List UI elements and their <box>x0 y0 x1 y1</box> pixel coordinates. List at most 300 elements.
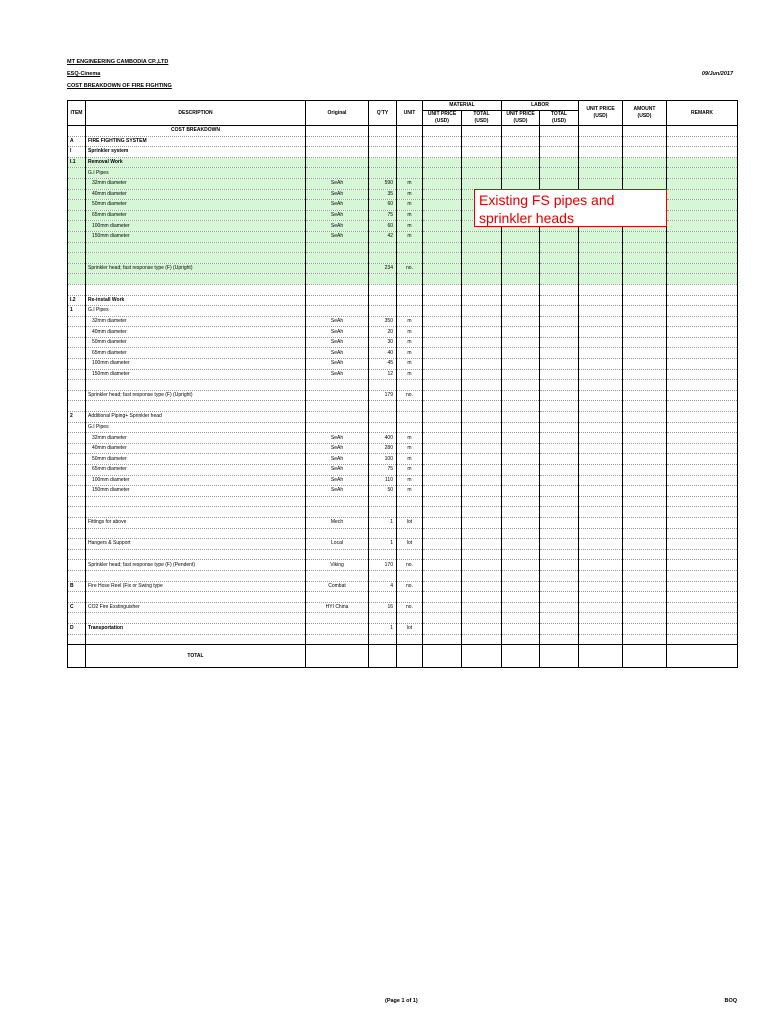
cell-empty <box>667 528 738 539</box>
cell-item <box>68 465 86 476</box>
cell-empty <box>623 263 667 274</box>
cell-empty <box>306 645 369 668</box>
cell-empty <box>502 496 540 507</box>
cell-description <box>86 401 306 412</box>
cell-qty: 400 <box>369 433 397 444</box>
cell-empty <box>540 147 579 158</box>
cell-description: Sprinkler system <box>86 147 306 158</box>
table-row <box>68 126 738 137</box>
cell-empty <box>462 316 502 327</box>
cell-qty <box>369 613 397 624</box>
cell-empty <box>579 433 623 444</box>
cell-unit: lot <box>397 539 423 550</box>
table-row <box>68 549 738 560</box>
cell-empty <box>579 539 623 550</box>
page-number: (Page 1 of 1) <box>385 998 418 1004</box>
cell-unit: m <box>397 433 423 444</box>
cell-original: SeAh <box>306 200 369 211</box>
cell-description: 40mm diameter <box>86 189 306 200</box>
cell-empty <box>423 210 462 221</box>
cell-empty <box>540 570 579 581</box>
cell-empty <box>579 337 623 348</box>
cell-empty <box>667 549 738 560</box>
cell-empty <box>540 412 579 423</box>
cell-empty <box>423 422 462 433</box>
cell-empty <box>462 178 502 189</box>
cell-empty <box>623 242 667 253</box>
cell-empty <box>667 539 738 550</box>
cell-unit <box>397 401 423 412</box>
cell-original <box>306 147 369 158</box>
cell-empty <box>667 486 738 497</box>
cell-original: SeAh <box>306 486 369 497</box>
cell-empty <box>423 263 462 274</box>
cell-item: I.1 <box>68 157 86 168</box>
cell-empty <box>540 422 579 433</box>
table-row <box>68 475 738 486</box>
cell-item <box>68 549 86 560</box>
cell-unit <box>397 253 423 264</box>
cell-empty <box>623 359 667 370</box>
col-material-total: TOTAL (USD) <box>462 111 502 126</box>
cell-empty <box>502 295 540 306</box>
cell-description: G.I Pipes <box>86 168 306 179</box>
cell-empty <box>667 422 738 433</box>
cell-empty <box>667 210 738 221</box>
cell-unit: m <box>397 348 423 359</box>
cell-qty <box>369 592 397 603</box>
cell-empty <box>540 157 579 168</box>
cell-description: Additional Piping+ Sprinkler head <box>86 412 306 423</box>
table-row <box>68 295 738 306</box>
cell-unit <box>397 549 423 560</box>
cell-empty <box>540 496 579 507</box>
cell-empty <box>667 465 738 476</box>
table-row <box>68 507 738 518</box>
cell-empty <box>667 274 738 285</box>
col-material-unit-price: UNIT PRICE (USD) <box>423 111 462 126</box>
col-item: ITEM <box>68 101 86 126</box>
cell-empty <box>579 570 623 581</box>
cell-empty <box>68 645 86 668</box>
cell-empty <box>540 359 579 370</box>
cell-original: SeAh <box>306 327 369 338</box>
cell-empty <box>540 306 579 317</box>
cell-empty <box>423 634 462 645</box>
cell-empty <box>667 359 738 370</box>
cell-original: SeAh <box>306 178 369 189</box>
cell-qty: 4 <box>369 581 397 592</box>
cell-empty <box>667 380 738 391</box>
cell-original <box>306 592 369 603</box>
table-row <box>68 168 738 179</box>
cell-original <box>306 126 369 137</box>
cell-empty <box>623 433 667 444</box>
cell-description: Fire Hose Reel (Fix or Swing type <box>86 581 306 592</box>
cell-empty <box>623 168 667 179</box>
cell-empty <box>462 613 502 624</box>
cell-empty <box>462 517 502 528</box>
cell-empty <box>502 581 540 592</box>
document-title: COST BREAKDOWN OF FIRE FIGHTING <box>67 83 172 89</box>
cell-empty <box>502 465 540 476</box>
cell-empty <box>462 602 502 613</box>
cell-item <box>68 570 86 581</box>
cell-item <box>68 634 86 645</box>
col-description: DESCRIPTION <box>86 101 306 126</box>
cost-breakdown-table <box>67 100 738 668</box>
cell-unit: m <box>397 178 423 189</box>
cell-empty <box>623 570 667 581</box>
cell-original <box>306 306 369 317</box>
cell-description: COST BREAKDOWN <box>86 126 306 137</box>
cell-unit <box>397 274 423 285</box>
cell-original <box>306 496 369 507</box>
table-row <box>68 623 738 634</box>
cell-empty <box>462 475 502 486</box>
cell-empty <box>623 443 667 454</box>
cell-description: 50mm diameter <box>86 454 306 465</box>
cell-qty <box>369 507 397 518</box>
cell-empty <box>579 168 623 179</box>
cell-empty <box>423 433 462 444</box>
cell-empty <box>579 126 623 137</box>
cell-original <box>306 168 369 179</box>
cell-qty: 1 <box>369 539 397 550</box>
cell-description: Transportation <box>86 623 306 634</box>
cell-item: B <box>68 581 86 592</box>
cell-original <box>306 613 369 624</box>
cell-description: 65mm diameter <box>86 348 306 359</box>
cell-empty <box>423 348 462 359</box>
cell-unit: m <box>397 200 423 211</box>
cell-empty <box>623 475 667 486</box>
cell-empty <box>423 295 462 306</box>
cell-original: SeAh <box>306 465 369 476</box>
cell-item <box>68 507 86 518</box>
cell-unit: m <box>397 475 423 486</box>
cell-unit <box>397 157 423 168</box>
cell-empty <box>462 263 502 274</box>
cell-original <box>306 295 369 306</box>
cell-empty <box>623 592 667 603</box>
col-remark: REMARK <box>667 101 738 126</box>
cell-empty <box>540 528 579 539</box>
col-unit: UNIT <box>397 101 423 126</box>
cell-unit <box>397 507 423 518</box>
cell-empty <box>623 157 667 168</box>
cell-empty <box>579 475 623 486</box>
cell-original <box>306 507 369 518</box>
cell-empty <box>579 623 623 634</box>
cell-empty <box>462 539 502 550</box>
cell-empty <box>423 253 462 264</box>
cell-unit: lot <box>397 623 423 634</box>
cell-empty <box>502 178 540 189</box>
cell-empty <box>540 178 579 189</box>
total-label: TOTAL <box>86 645 306 668</box>
cell-empty <box>462 433 502 444</box>
cell-qty <box>369 147 397 158</box>
cell-item <box>68 178 86 189</box>
cell-empty <box>462 486 502 497</box>
cell-qty <box>369 126 397 137</box>
table-row <box>68 443 738 454</box>
cell-empty <box>423 231 462 242</box>
cell-unit <box>397 570 423 581</box>
cell-original <box>306 390 369 401</box>
cell-empty <box>462 422 502 433</box>
cell-empty <box>423 189 462 200</box>
cell-empty <box>623 549 667 560</box>
cell-description: Re-install Work <box>86 295 306 306</box>
cell-description: 65mm diameter <box>86 210 306 221</box>
cell-empty <box>502 401 540 412</box>
cell-empty <box>667 412 738 423</box>
cell-item <box>68 337 86 348</box>
cell-unit: m <box>397 221 423 232</box>
cell-empty <box>502 528 540 539</box>
cell-empty <box>667 327 738 338</box>
cell-empty <box>502 454 540 465</box>
cell-empty <box>623 380 667 391</box>
cell-empty <box>667 306 738 317</box>
cell-item <box>68 390 86 401</box>
cell-qty <box>369 242 397 253</box>
cell-empty <box>579 443 623 454</box>
table-row <box>68 263 738 274</box>
cell-empty <box>423 221 462 232</box>
cell-empty <box>579 401 623 412</box>
cell-empty <box>502 507 540 518</box>
cell-empty <box>462 465 502 476</box>
cell-original <box>306 263 369 274</box>
table-row <box>68 231 738 242</box>
cell-empty <box>462 634 502 645</box>
cell-description: 150mm diameter <box>86 231 306 242</box>
cell-description: Sprinkler head; fast response type (F) (Upright) <box>86 263 306 274</box>
cell-empty <box>462 549 502 560</box>
cell-empty <box>502 486 540 497</box>
cell-description: Fittings for above <box>86 517 306 528</box>
cell-empty <box>423 157 462 168</box>
cell-empty <box>667 263 738 274</box>
sheet-name: BOQ <box>724 998 737 1004</box>
table-row <box>68 454 738 465</box>
cell-empty <box>667 316 738 327</box>
cell-qty: 12 <box>369 369 397 380</box>
cell-empty <box>540 454 579 465</box>
cell-empty <box>423 126 462 137</box>
cell-qty <box>369 634 397 645</box>
cell-description <box>86 528 306 539</box>
cell-empty <box>462 284 502 295</box>
cell-original <box>306 549 369 560</box>
cell-qty: 170 <box>369 560 397 571</box>
cell-empty <box>462 581 502 592</box>
col-amount: AMOUNT (USD) <box>623 101 667 126</box>
cell-description: 32mm diameter <box>86 178 306 189</box>
cell-item <box>68 539 86 550</box>
cell-qty: 30 <box>369 337 397 348</box>
cell-empty <box>502 327 540 338</box>
cell-empty <box>502 231 540 242</box>
cell-empty <box>579 295 623 306</box>
cell-item <box>68 592 86 603</box>
cell-empty <box>462 443 502 454</box>
cell-unit: m <box>397 316 423 327</box>
cell-empty <box>540 348 579 359</box>
cell-qty <box>369 496 397 507</box>
cell-empty <box>462 401 502 412</box>
cell-original <box>306 623 369 634</box>
cell-empty <box>667 517 738 528</box>
cell-empty <box>579 284 623 295</box>
cell-empty <box>462 168 502 179</box>
col-original: Original <box>306 101 369 126</box>
cell-empty <box>423 613 462 624</box>
cell-unit: lot <box>397 517 423 528</box>
cell-empty <box>423 549 462 560</box>
cell-empty <box>667 570 738 581</box>
cell-empty <box>579 486 623 497</box>
cell-qty: 60 <box>369 221 397 232</box>
cell-empty <box>502 253 540 264</box>
cell-original <box>306 634 369 645</box>
cell-empty <box>462 570 502 581</box>
cell-empty <box>623 295 667 306</box>
cell-item <box>68 369 86 380</box>
cell-empty <box>502 126 540 137</box>
cell-unit <box>397 168 423 179</box>
cell-empty <box>667 242 738 253</box>
cell-empty <box>502 316 540 327</box>
cell-original <box>306 253 369 264</box>
cell-empty <box>462 327 502 338</box>
project-name: ESQ-Cinema <box>67 71 101 77</box>
cell-item <box>68 560 86 571</box>
table-row <box>68 306 738 317</box>
cell-empty <box>423 147 462 158</box>
cell-item <box>68 380 86 391</box>
cell-empty <box>540 390 579 401</box>
cell-description: 50mm diameter <box>86 200 306 211</box>
cell-empty <box>540 126 579 137</box>
cell-empty <box>623 231 667 242</box>
cell-qty: 100 <box>369 454 397 465</box>
cell-empty <box>667 634 738 645</box>
cell-description <box>86 634 306 645</box>
cell-original: Local <box>306 539 369 550</box>
cell-original <box>306 136 369 147</box>
cell-item <box>68 475 86 486</box>
cell-empty <box>623 623 667 634</box>
cell-qty <box>369 157 397 168</box>
cell-empty <box>502 242 540 253</box>
table-row <box>68 539 738 550</box>
cell-empty <box>423 507 462 518</box>
cell-empty <box>667 348 738 359</box>
cell-empty <box>579 178 623 189</box>
cell-empty <box>540 274 579 285</box>
table-row <box>68 592 738 603</box>
cell-empty <box>579 231 623 242</box>
cell-empty <box>579 263 623 274</box>
cell-item <box>68 528 86 539</box>
table-row <box>68 517 738 528</box>
cell-empty <box>579 348 623 359</box>
cell-empty <box>502 390 540 401</box>
cell-empty <box>579 369 623 380</box>
cell-empty <box>623 126 667 137</box>
cell-qty: 35 <box>369 189 397 200</box>
cell-qty: 20 <box>369 327 397 338</box>
cell-description: G.I Pipes <box>86 422 306 433</box>
cell-qty: 45 <box>369 359 397 370</box>
cell-qty <box>369 380 397 391</box>
table-row <box>68 327 738 338</box>
cell-empty <box>462 369 502 380</box>
cell-empty <box>623 327 667 338</box>
cell-empty <box>462 295 502 306</box>
cell-empty <box>667 295 738 306</box>
cell-empty <box>579 613 623 624</box>
cell-empty <box>667 136 738 147</box>
cell-empty <box>540 549 579 560</box>
cell-empty <box>623 645 667 668</box>
cell-empty <box>502 147 540 158</box>
cell-unit: m <box>397 465 423 476</box>
cell-description: 100mm diameter <box>86 359 306 370</box>
cell-empty <box>623 634 667 645</box>
cell-original: SeAh <box>306 189 369 200</box>
table-row <box>68 486 738 497</box>
col-unit-price: UNIT PRICE (USD) <box>579 101 623 126</box>
cell-qty: 75 <box>369 465 397 476</box>
cell-empty <box>667 284 738 295</box>
cell-qty <box>369 549 397 560</box>
cell-empty <box>540 602 579 613</box>
cell-empty <box>540 433 579 444</box>
annotation-callout: Existing FS pipes and sprinkler heads <box>474 189 667 227</box>
cell-original: SeAh <box>306 369 369 380</box>
col-labor: LABOR <box>502 101 579 111</box>
cell-description <box>86 274 306 285</box>
cell-description: Hangers & Support <box>86 539 306 550</box>
cell-empty <box>623 337 667 348</box>
cell-original: HYI China <box>306 602 369 613</box>
cell-empty <box>667 645 738 668</box>
cell-empty <box>540 263 579 274</box>
cell-empty <box>579 592 623 603</box>
cell-empty <box>502 570 540 581</box>
cell-empty <box>667 581 738 592</box>
cell-empty <box>623 412 667 423</box>
cell-empty <box>502 623 540 634</box>
cell-empty <box>540 613 579 624</box>
col-material: MATERIAL <box>423 101 502 111</box>
cell-description <box>86 592 306 603</box>
cell-empty <box>579 380 623 391</box>
table-row <box>68 284 738 295</box>
cell-description: Sprinkler head; fast response type (F) (Upright) <box>86 390 306 401</box>
cell-empty <box>502 284 540 295</box>
cell-empty <box>540 136 579 147</box>
cell-empty <box>540 507 579 518</box>
cell-empty <box>462 274 502 285</box>
cell-item <box>68 221 86 232</box>
table-row <box>68 412 738 423</box>
